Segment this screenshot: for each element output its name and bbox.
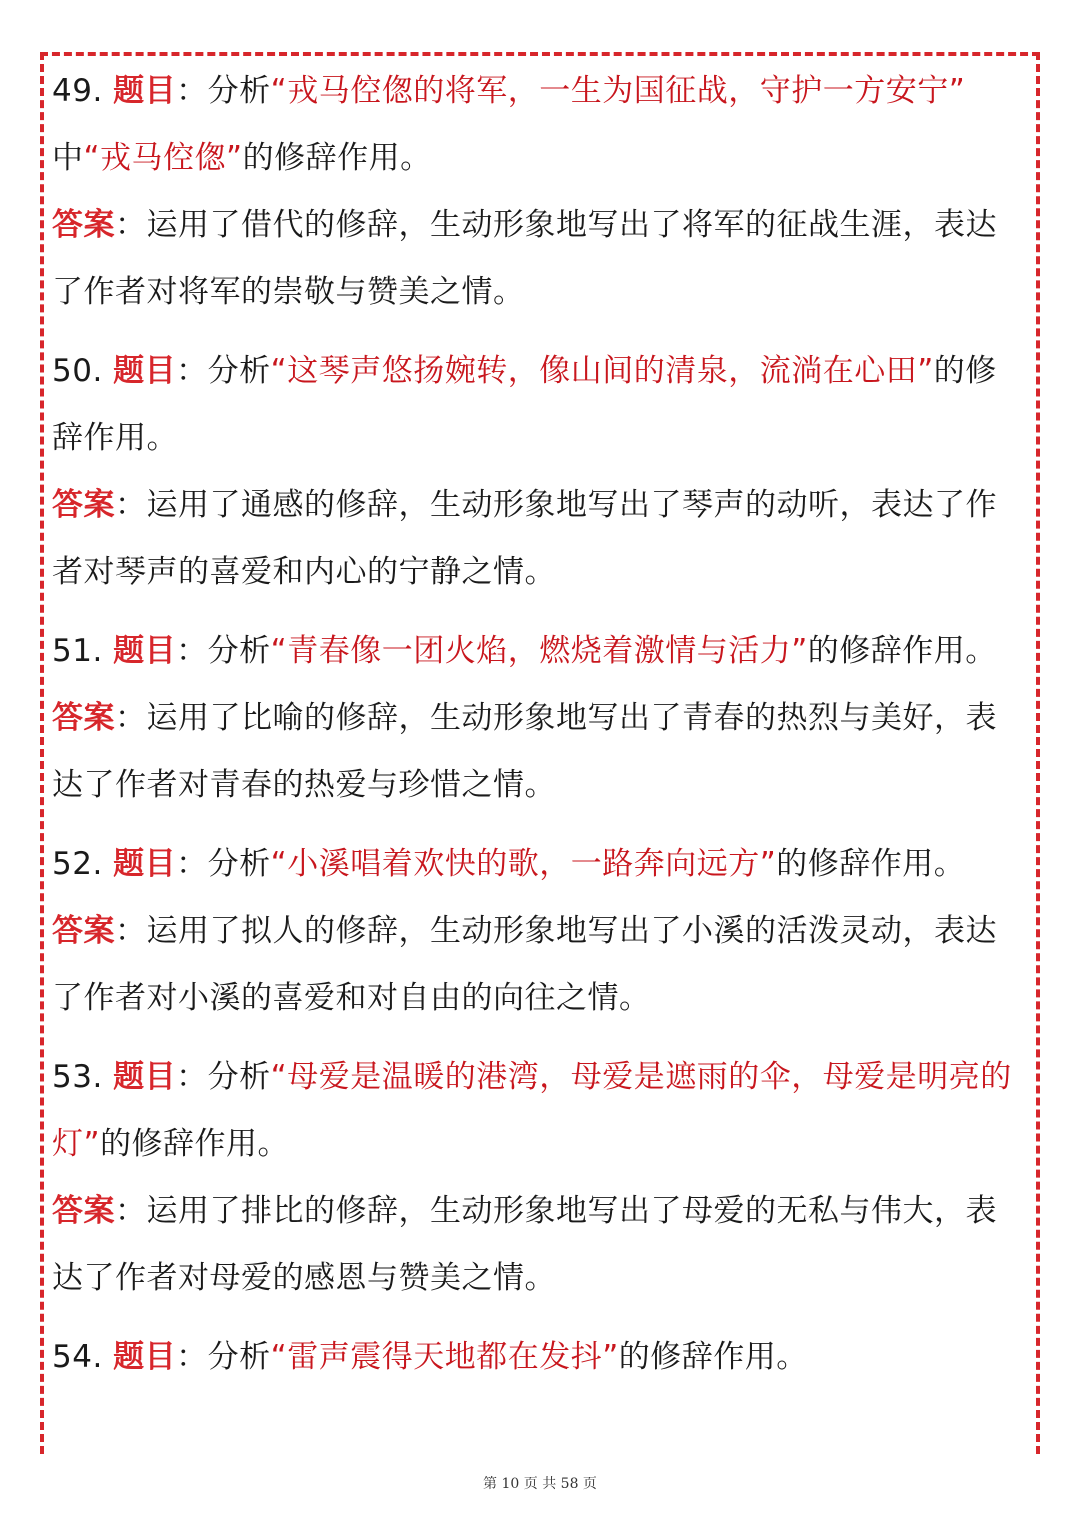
question-label: 题目 [113,1059,177,1095]
answer-text: 运用了借代的修辞，生动形象地写出了将军的征战生涯，表达了作者对将军的崇敬与赞美之情。 [52,207,997,310]
colon: ： [176,73,208,109]
question-label: 题目 [113,353,177,389]
question-tail: 的修辞作用。 [807,633,997,669]
question-53 [52,1044,1027,1178]
question-tail: 的修辞作用。 [776,846,966,882]
analyze-word: 分析 [207,846,271,882]
answer-53 [52,1178,1027,1312]
colon: ： [115,1193,147,1229]
quoted-sentence: “青春像一团火焰，燃烧着激情与活力” [270,633,808,669]
question-number: 50. [52,353,103,389]
answer-50 [52,472,1027,606]
colon: ： [176,1339,208,1375]
answer-label: 答案 [52,1193,115,1229]
colon: ： [176,1059,208,1095]
colon: ： [115,487,147,523]
analyze-word: 分析 [207,353,271,389]
page-footer: 第 10 页 共 58 页 [483,1476,597,1492]
quoted-sentence: “雷声震得天地都在发抖” [270,1339,619,1375]
colon: ： [115,913,147,949]
quoted-phrase: “戎马倥偬” [83,140,243,176]
quoted-sentence: “戎马倥偬的将军，一生为国征战，守护一方安宁” [270,73,966,109]
answer-label: 答案 [52,700,115,736]
question-51 [52,618,1027,685]
question-number: 54. [52,1339,103,1375]
colon: ： [176,353,208,389]
question-tail: 的修辞作用。 [618,1339,808,1375]
connector-word: 中 [52,140,84,176]
question-tail: 的修辞作用。 [242,140,432,176]
question-label: 题目 [113,1339,177,1375]
question-tail: 的修辞作用。 [100,1126,290,1162]
answer-label: 答案 [52,487,115,523]
quoted-sentence: “这琴声悠扬婉转，像山间的清泉，流淌在心田” [270,353,934,389]
question-number: 51. [52,633,103,669]
question-label: 题目 [113,846,177,882]
question-number: 52. [52,846,103,882]
colon: ： [115,700,147,736]
question-tail: 的修辞作用。 [52,353,997,456]
answer-49 [52,192,1027,326]
question-54 [52,1324,1027,1391]
answer-52 [52,898,1027,1032]
question-50 [52,338,1027,472]
answer-text: 运用了排比的修辞，生动形象地写出了母爱的无私与伟大，表达了作者对母爱的感恩与赞美之情。 [52,1193,997,1296]
analyze-word: 分析 [207,1059,271,1095]
answer-text: 运用了通感的修辞，生动形象地写出了琴声的动听，表达了作者对琴声的喜爱和内心的宁静之情。 [52,487,997,590]
quoted-sentence: “母爱是温暖的港湾，母爱是遮雨的伞，母爱是明亮的灯” [52,1059,1012,1162]
answer-51 [52,685,1027,819]
question-52 [52,831,1027,898]
colon: ： [176,846,208,882]
answer-text: 运用了比喻的修辞，生动形象地写出了青春的热烈与美好，表达了作者对青春的热爱与珍惜之情。 [52,700,997,803]
colon: ： [176,633,208,669]
analyze-word: 分析 [207,73,271,109]
analyze-word: 分析 [207,1339,271,1375]
analyze-word: 分析 [207,633,271,669]
quoted-sentence: “小溪唱着欢快的歌，一路奔向远方” [270,846,777,882]
answer-label: 答案 [52,207,115,243]
answer-label: 答案 [52,913,115,949]
question-49 [52,58,1027,192]
answer-text: 运用了拟人的修辞，生动形象地写出了小溪的活泼灵动，表达了作者对小溪的喜爱和对自由的向往之情。 [52,913,997,1016]
question-number: 53. [52,1059,103,1095]
question-number: 49. [52,73,103,109]
colon: ： [115,207,147,243]
question-label: 题目 [113,73,177,109]
question-label: 题目 [113,633,177,669]
qa-content [52,58,1027,1391]
